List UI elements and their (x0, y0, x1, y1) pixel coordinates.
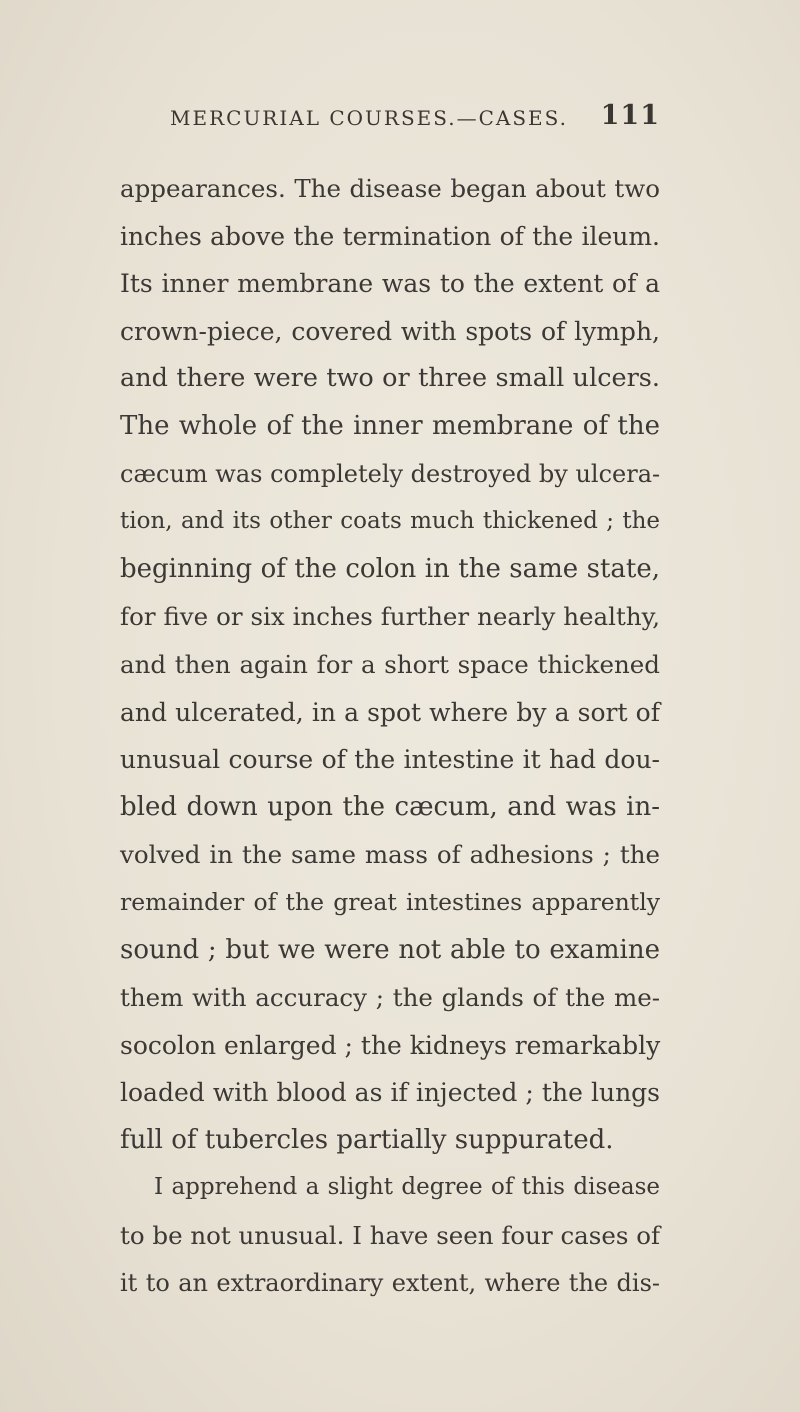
text-line: bled down upon the cæcum, and was in- (120, 791, 660, 822)
text-line: for five or six inches further nearly healthy, (120, 602, 660, 632)
text-line: remainder of the great intestines apparently (120, 887, 660, 916)
text-line: crown-piece, covered with spots of lymph, (120, 316, 660, 346)
text-line: tion, and its other coats much thickened ; the (120, 508, 660, 535)
text-line: sound ; but we were not able to examine (120, 934, 660, 965)
text-line: full of tubercles partially suppurated. (120, 1124, 614, 1155)
text-line: them with accuracy ; the glands of the me- (120, 983, 660, 1013)
text-line: socolon enlarged ; the kidneys remarkably (120, 1030, 661, 1060)
text-line: appearances. The disease began about two (120, 174, 660, 203)
running-title: MERCURIAL COURSES.—CASES. (170, 106, 568, 130)
text-line: volved in the same mass of adhesions ; the (120, 840, 660, 870)
text-line: I apprehend a slight degree of this disease (154, 1174, 660, 1201)
text-line: Its inner membrane was to the extent of a (120, 269, 660, 299)
text-line: The whole of the inner membrane of the (120, 410, 660, 441)
text-line: and then again for a short space thickened (120, 649, 660, 679)
running-head (170, 100, 660, 140)
text-line: and ulcerated, in a spot where by a sort of (120, 697, 660, 727)
text-line: and there were two or three small ulcers. (120, 363, 660, 394)
text-line: inches above the termination of the ileum. (120, 221, 660, 251)
text-line: cæcum was completely destroyed by ulcera- (120, 459, 661, 488)
body-text (120, 165, 660, 1307)
text-line: unusual course of the intestine it had dou- (120, 745, 660, 775)
text-line: loaded with blood as if injected ; the lungs (120, 1078, 660, 1108)
text-line: beginning of the colon in the same state, (120, 553, 660, 584)
text-line: to be not unusual. I have seen four cases of (120, 1221, 661, 1251)
text-line: it to an extraordinary extent, where the dis- (120, 1268, 660, 1297)
page-number: 111 (600, 100, 660, 131)
